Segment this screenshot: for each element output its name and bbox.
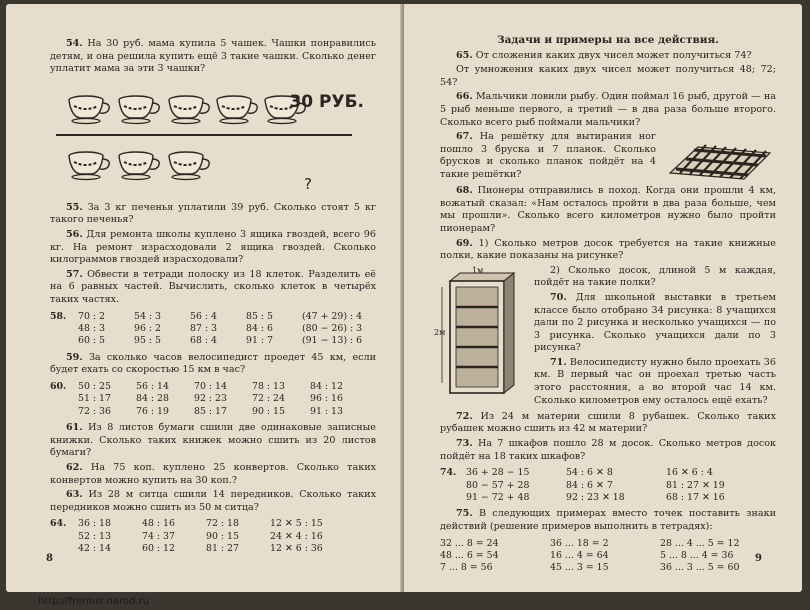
problem-69-part-2: 2) Сколько досок, длиной 5 м каждая, пойдёт на такие полки?	[534, 264, 776, 289]
page-number-right: 9	[755, 553, 762, 564]
problem-75: 75. В следующих примерах вместо точек поставить знаки действий (решение примеров выполнить в тетрадях):	[440, 508, 776, 532]
watermark: http://fremus.narod.ru	[38, 596, 150, 607]
page-number-left: 8	[46, 553, 53, 564]
cup-icon	[119, 152, 159, 180]
question-mark: ?	[304, 174, 312, 193]
problem-55: 55. За 3 кг печенья уплатили 39 руб. Сколько стоят 5 кг такого печенья?	[50, 201, 376, 226]
problem-56: 56. Для ремонта школы куплено 3 ящика гвоздей, всего 96 кг. На ремонт израсходовали 2 ящика гвоздей. Сколько килограммов гвоздей израсходовали?	[50, 228, 376, 266]
shelf-width-label: 1м	[472, 265, 484, 275]
right-column	[434, 34, 776, 579]
cup-icon	[169, 152, 209, 180]
exercise-75: 32 ... 8 = 24 36 ... 18 = 2 28 ... 4 ... 5 = 12 48 ... 6 = 54 16 ... 4 = 64 5 ... 8 ... 4 = 36 7 ... 8 = 56 45 ... 3 = 15 36 ... 3 ... 5 = 60	[440, 537, 740, 574]
problem-57: 57. Обвести в тетради полоску из 18 клеток. Разделить её на 6 равных частей. Вычислить, сколько клеток в четырёх таких частях.	[50, 268, 376, 305]
problem-62: 62. На 75 коп. куплено 25 конвертов. Сколько таких конвертов можно купить на 30 коп.?	[50, 461, 376, 486]
exercise-64: 64. 36 : 18 48 : 16 72 : 18 12 ✕ 5 : 15 52 : 13 74 : 37 90 : 15 24 ✕ 4 : 16 42 : 14 60 : 12 81 : 27 12 ✕ 6 : 36	[50, 518, 323, 555]
right-page	[404, 4, 802, 592]
cup-icon	[69, 152, 109, 180]
cups-illustration	[50, 80, 376, 198]
price-label: 30 РУБ.	[289, 91, 364, 112]
problem-61: 61. Из 8 листов бумаги сшили две одинаковые записные книжки. Сколько таких книжек можно сшить из 20 листов бумаги?	[50, 422, 376, 459]
exercise-74: 74. 36 + 28 − 15 54 : 6 ✕ 8 16 ✕ 6 : 4 80 − 57 + 28 84 : 6 ✕ 7 81 : 27 ✕ 19 91 − 72 + 48 92 : 23 ✕ 18 68 : 17 ✕ 16	[440, 467, 725, 503]
problem-65: 65. От сложения каких двух чисел может получиться 74?	[456, 49, 752, 61]
problem-68: 68. Пионеры отправились в поход. Когда они прошли 4 км, вожатый сказал: «Нам осталось пройти в два раза больше, чем мы прошли». Сколько всего километров нужно было пройти пионерам?	[440, 185, 776, 234]
problem-71: 71. Велосипедисту нужно было проехать 36 км. В первый час он проехал третью часть этого расстояния, а во второй час 14 км. Сколько километров ему осталось ещё ехать?	[534, 356, 776, 406]
problem-67: 67. На решётку для вытирания ног пошло 3 бруска и 7 планок. Сколько брусков и сколько планок пойдёт на 4 такие решётки?	[440, 131, 656, 180]
problem-54: 54. На 30 руб. мама купила 5 чашек. Чашки понравились детям, и она решила купить ещё 3 такие чашки. Сколько денег уплатит мама за эти 3 чашки?	[50, 38, 376, 75]
cup-icon	[119, 96, 159, 124]
bookshelf-drawing	[434, 267, 526, 409]
problem-73: 73. На 7 шкафов пошло 28 м досок. Сколько метров досок пойдёт на 18 таких шкафов?	[440, 437, 776, 462]
shelf-height-label: 2м	[434, 327, 446, 337]
problem-63: 63. Из 28 м ситца сшили 14 передников. Сколько таких передников можно сшить из 50 м ситца?	[50, 489, 376, 513]
problem-69: 69. 1) Сколько метров досок требуется на такие книжные полки, какие показаны на рисунке?	[440, 237, 776, 262]
cup-icon	[217, 96, 257, 124]
exercise-60: 60. 50 : 25 56 : 14 70 : 14 78 : 13 84 : 12 51 : 17 84 : 28 92 : 23 72 : 24 96 : 16 72 : 36 76 : 19 85 : 17 90 : 15 91 : 13	[50, 380, 343, 417]
problem-66: 66. Мальчики ловили рыбу. Один поймал 16 рыб, другой — на 5 рыб меньше первого, а третий — в два раза больше второго. Сколько всего рыб поймали мальчики?	[440, 91, 776, 128]
bookshelf-illustration	[434, 267, 526, 409]
left-column	[50, 38, 376, 560]
problem-70: 70. Для школьной выставки в третьем классе было отобрано 34 рисунка: 8 учащихся дали по 2 рисунка и несколько учащихся — по 3 рисунка. Сколько учащихся дали по 3 рисунка?	[534, 291, 776, 354]
cup-icon	[169, 96, 209, 124]
section-heading: Задачи и примеры на все действия.	[497, 34, 719, 46]
left-page	[6, 4, 402, 592]
problem-65-part-2: От умножения каких двух чисел может получиться 48; 72; 54?	[440, 64, 776, 88]
problem-59: 59. За сколько часов велосипедист проедет 45 км, если будет ехать со скоростью 15 км в час?	[50, 351, 376, 376]
cup-icon	[69, 96, 109, 124]
doormat-grate-illustration	[664, 131, 776, 183]
problem-72: 72. Из 24 м материи сшили 8 рубашек. Сколько таких рубашек можно сшить из 42 м материи?	[440, 410, 776, 435]
divider-line	[56, 134, 352, 136]
exercise-58: 58. 70 : 2 54 : 3 56 : 4 85 : 5 (47 + 29) : 4 48 : 3 96 : 2 87 : 3 84 : 6 (80 − 26) : 3 60 : 5 95 : 5 68 : 4 91 : 7 (91 − 13) : 6	[50, 310, 363, 347]
